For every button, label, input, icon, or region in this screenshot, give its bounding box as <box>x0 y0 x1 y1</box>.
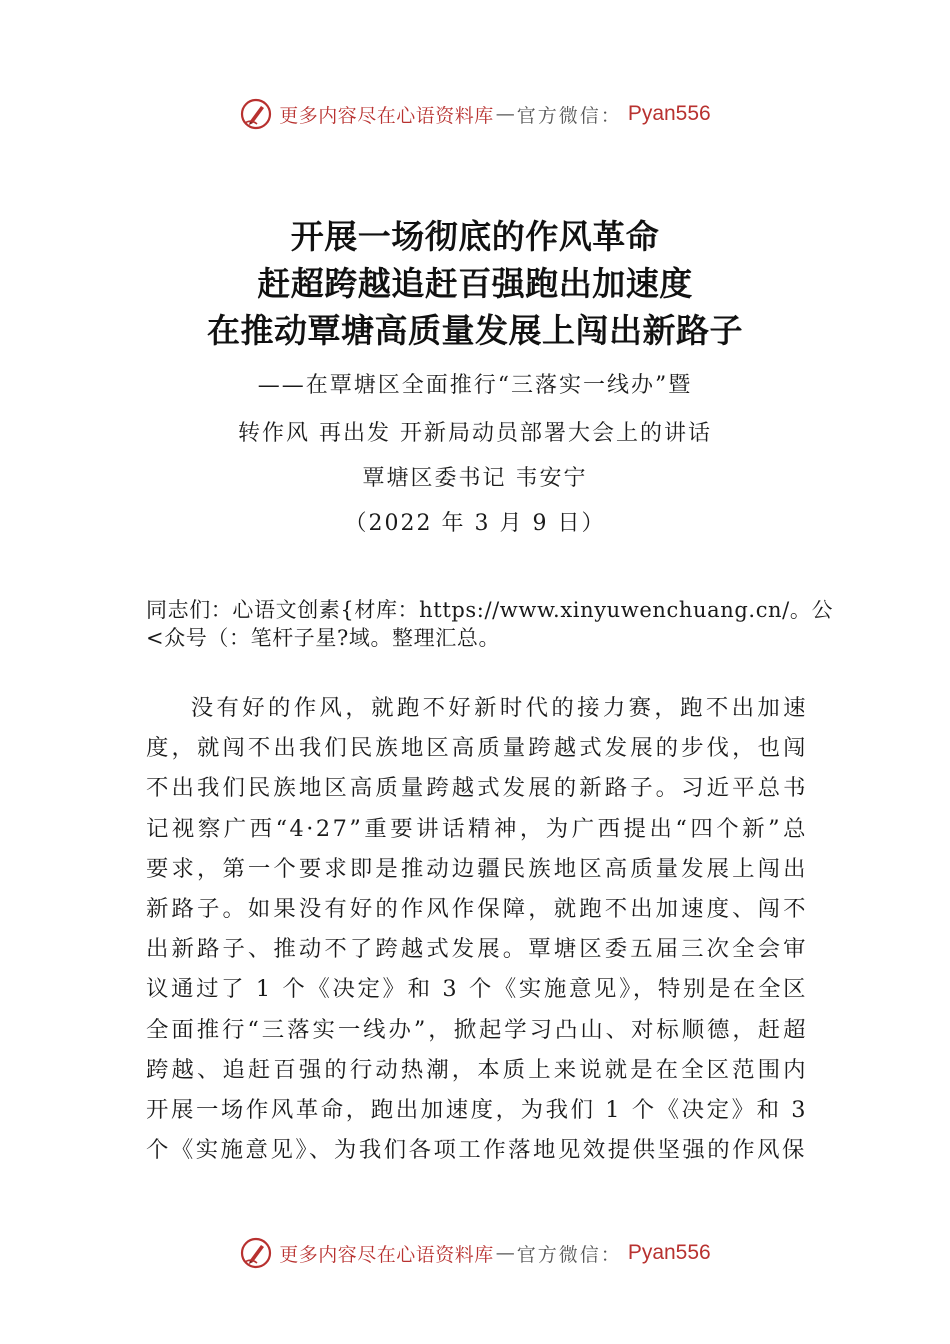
pen-logo-icon <box>239 1236 273 1270</box>
title-line-1: 开展一场彻底的作风革命 <box>290 217 660 256</box>
footer-banner <box>0 1233 950 1273</box>
banner-text: 更多内容尽在心语资料库 <box>279 1243 494 1266</box>
title-line-3: 在推动覃塘高质量发展上闯出新路子 <box>207 311 743 350</box>
banner-wechat-label: 官方微信： <box>516 104 622 127</box>
author-line: 覃塘区委书记 韦安宁 <box>362 466 588 491</box>
salutation: 同志们：心语文创素{材库：https://www.xinyuwenchuang.cn/。公<众号（：笔杆子星?域。整理汇总。 <box>146 598 834 650</box>
banner-dash: — <box>495 1242 515 1264</box>
banner-text: 更多内容尽在心语资料库 <box>279 104 494 127</box>
banner-wechat-id: Pyan556 <box>627 102 711 125</box>
body-paragraph: 没有好的作风，就跑不好新时代的接力赛，跑不出加速度，就闯不出我们民族地区高质量跨越式发展的步伐，也闯不出我们民族地区高质量跨越式发展的新路子。习近平总书记视察广西“4·27”重要讲话精神，为广西提出“四个新”总要求，第一个要求即是推动边疆民族地区高质量发展上闯出新路子。如果没有好的作风作保障，就跑不出加速度、闯不出新路子、推动不了跨越式发展。覃塘区委五届三次全会审议通过了 1 个《决定》和 3 个《实施意见》，特别是在全区全面推行“三落实一线办”，掀起学习凸山、对标顺德，赶超跨越、追赶百强的行动热潮，本质上来说就是在全区范围内开展一场作风革命，跑出加速度，为我们 1 个《决定》和 3 个《实施意见》、为我们各项工作落地见效提供坚强的作风保 <box>146 695 808 1164</box>
header-banner <box>0 94 950 134</box>
subtitle-line-2: 转作风 再出发 开新局动员部署大会上的讲话 <box>238 421 712 446</box>
banner-dash: — <box>495 103 515 125</box>
subtitle-line-1: ——在覃塘区全面推行“三落实一线办”暨 <box>257 373 693 398</box>
title-line-2: 赶超跨越追赶百强跑出加速度 <box>257 264 693 303</box>
pen-logo-icon <box>239 97 273 131</box>
document-title <box>0 213 950 354</box>
date-line: （2022 年 3 月 9 日） <box>344 511 606 536</box>
banner-wechat-id: Pyan556 <box>627 1241 711 1264</box>
banner-wechat-label: 官方微信： <box>516 1243 622 1266</box>
